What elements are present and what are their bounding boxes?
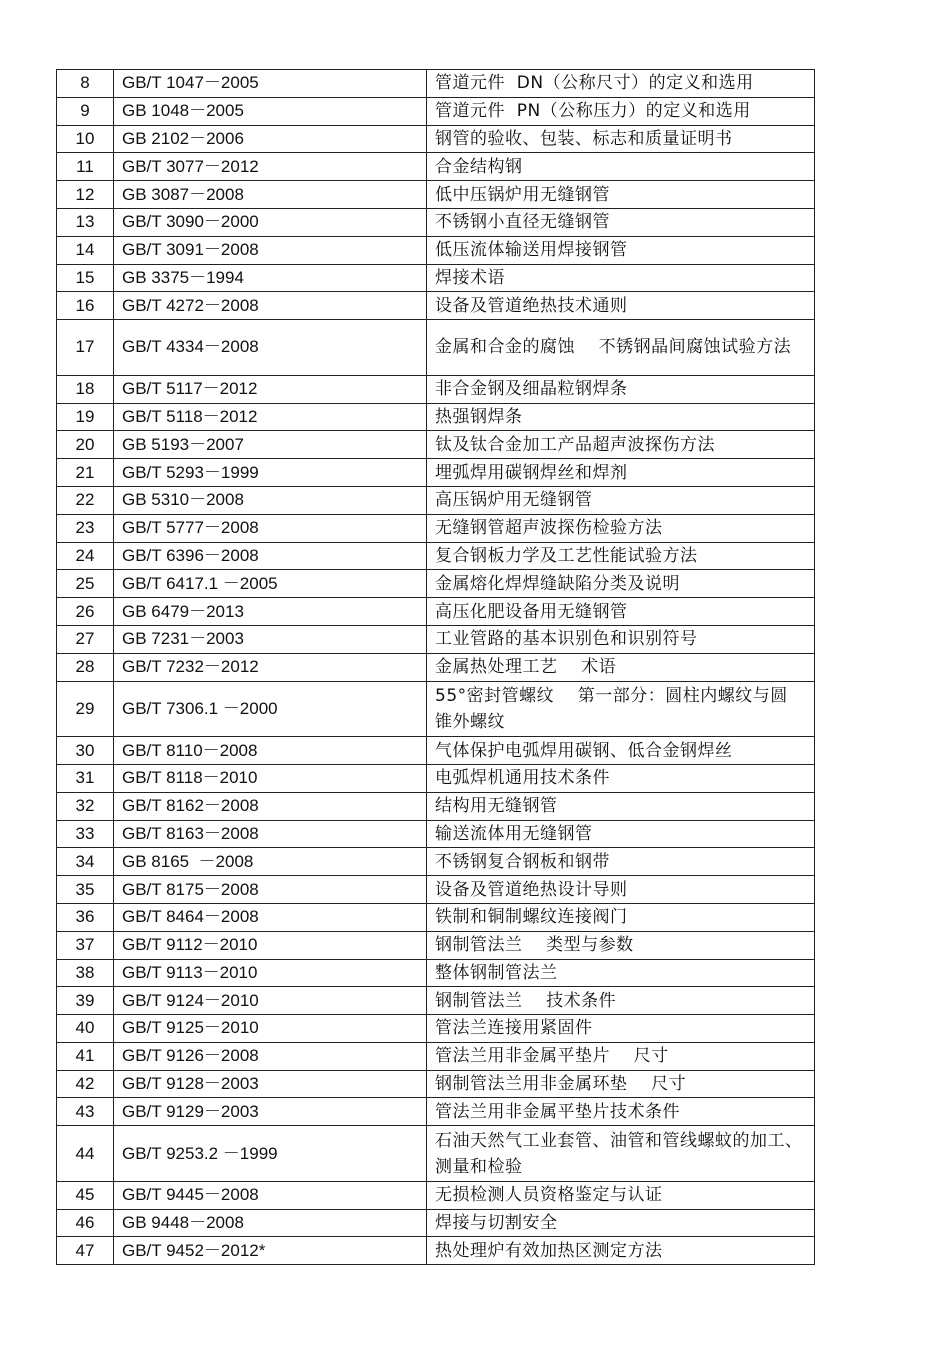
row-number-cell: 36 xyxy=(57,903,114,931)
standard-code-cell: GB/T 3077－2012 xyxy=(114,153,427,181)
row-number-cell: 15 xyxy=(57,264,114,292)
table-row xyxy=(57,486,815,514)
standard-name-cell: 气体保护电弧焊用碳钢、低合金钢焊丝 xyxy=(427,737,815,765)
standard-name-cell: 低压流体输送用焊接钢管 xyxy=(427,236,815,264)
standard-code-cell: GB/T 8175－2008 xyxy=(114,876,427,904)
table-row xyxy=(57,625,815,653)
standard-name-cell: 合金结构钢 xyxy=(427,153,815,181)
row-number-cell: 28 xyxy=(57,653,114,681)
standard-name-cell: 埋弧焊用碳钢焊丝和焊剂 xyxy=(427,459,815,487)
standard-code-cell: GB/T 9126－2008 xyxy=(114,1042,427,1070)
table-row xyxy=(57,792,815,820)
standard-name-cell: 整体钢制管法兰 xyxy=(427,959,815,987)
standard-name-cell: 复合钢板力学及工艺性能试验方法 xyxy=(427,542,815,570)
table-row xyxy=(57,292,815,320)
standard-code-cell: GB 3375－1994 xyxy=(114,264,427,292)
standard-code-cell: GB/T 4334－2008 xyxy=(114,320,427,376)
standard-name-cell: 钛及钛合金加工产品超声波探伤方法 xyxy=(427,431,815,459)
table-row xyxy=(57,1126,815,1182)
standard-code-cell: GB/T 5118－2012 xyxy=(114,403,427,431)
table-row xyxy=(57,737,815,765)
row-number-cell: 16 xyxy=(57,292,114,320)
standard-code-cell: GB/T 9124－2010 xyxy=(114,987,427,1015)
row-number-cell: 12 xyxy=(57,181,114,209)
table-row xyxy=(57,1237,815,1265)
table-row xyxy=(57,264,815,292)
row-number-cell: 32 xyxy=(57,792,114,820)
standard-name-cell: 管法兰用非金属平垫片技术条件 xyxy=(427,1098,815,1126)
row-number-cell: 19 xyxy=(57,403,114,431)
table-row xyxy=(57,153,815,181)
table-row xyxy=(57,403,815,431)
standard-code-cell: GB/T 1047－2005 xyxy=(114,70,427,98)
standard-code-cell: GB/T 9253.2 －1999 xyxy=(114,1126,427,1182)
standard-code-cell: GB 1048－2005 xyxy=(114,97,427,125)
table-row xyxy=(57,125,815,153)
standard-code-cell: GB/T 9445－2008 xyxy=(114,1181,427,1209)
row-number-cell: 41 xyxy=(57,1042,114,1070)
standard-code-cell: GB/T 5293－1999 xyxy=(114,459,427,487)
table-row xyxy=(57,876,815,904)
standard-name-cell: 热处理炉有效加热区测定方法 xyxy=(427,1237,815,1265)
standard-name-cell: 热强钢焊条 xyxy=(427,403,815,431)
standard-name-cell: 焊接与切割安全 xyxy=(427,1209,815,1237)
standard-name-cell: 不锈钢复合钢板和钢带 xyxy=(427,848,815,876)
standard-name-cell: 设备及管道绝热设计导则 xyxy=(427,876,815,904)
row-number-cell: 34 xyxy=(57,848,114,876)
standard-code-cell: GB/T 8464－2008 xyxy=(114,903,427,931)
standard-code-cell: GB/T 8162－2008 xyxy=(114,792,427,820)
standard-code-cell: GB 5193－2007 xyxy=(114,431,427,459)
standard-name-cell: 低中压锅炉用无缝钢管 xyxy=(427,181,815,209)
standard-name-cell: 高压锅炉用无缝钢管 xyxy=(427,486,815,514)
row-number-cell: 9 xyxy=(57,97,114,125)
row-number-cell: 11 xyxy=(57,153,114,181)
table-row xyxy=(57,1098,815,1126)
row-number-cell: 18 xyxy=(57,375,114,403)
standard-code-cell: GB/T 7306.1 －2000 xyxy=(114,681,427,737)
standard-name-cell: 高压化肥设备用无缝钢管 xyxy=(427,598,815,626)
row-number-cell: 21 xyxy=(57,459,114,487)
standard-name-cell: 焊接术语 xyxy=(427,264,815,292)
row-number-cell: 46 xyxy=(57,1209,114,1237)
row-number-cell: 25 xyxy=(57,570,114,598)
row-number-cell: 23 xyxy=(57,514,114,542)
standards-table xyxy=(56,69,815,1265)
row-number-cell: 45 xyxy=(57,1181,114,1209)
row-number-cell: 47 xyxy=(57,1237,114,1265)
standard-name-cell: 钢制管法兰 技术条件 xyxy=(427,987,815,1015)
table-row xyxy=(57,931,815,959)
row-number-cell: 13 xyxy=(57,208,114,236)
row-number-cell: 29 xyxy=(57,681,114,737)
standard-code-cell: GB 6479－2013 xyxy=(114,598,427,626)
standard-code-cell: GB/T 6417.1 －2005 xyxy=(114,570,427,598)
row-number-cell: 30 xyxy=(57,737,114,765)
table-row xyxy=(57,320,815,376)
table-row xyxy=(57,181,815,209)
table-row xyxy=(57,431,815,459)
row-number-cell: 17 xyxy=(57,320,114,376)
standard-name-cell: 石油天然气工业套管、油管和管线螺蚊的加工、测量和检验 xyxy=(427,1126,815,1182)
standard-code-cell: GB/T 5777－2008 xyxy=(114,514,427,542)
table-row xyxy=(57,848,815,876)
table-row xyxy=(57,987,815,1015)
standard-code-cell: GB/T 9113－2010 xyxy=(114,959,427,987)
row-number-cell: 33 xyxy=(57,820,114,848)
standard-name-cell: 管道元件 DN（公称尺寸）的定义和选用 xyxy=(427,70,815,98)
standard-code-cell: GB 2102－2006 xyxy=(114,125,427,153)
standard-code-cell: GB/T 8163－2008 xyxy=(114,820,427,848)
standard-name-cell: 不锈钢小直径无缝钢管 xyxy=(427,208,815,236)
row-number-cell: 43 xyxy=(57,1098,114,1126)
standard-name-cell: 输送流体用无缝钢管 xyxy=(427,820,815,848)
standard-code-cell: GB/T 3091－2008 xyxy=(114,236,427,264)
standards-table-body xyxy=(57,70,815,1265)
table-row xyxy=(57,598,815,626)
standard-name-cell: 金属和合金的腐蚀 不锈钢晶间腐蚀试验方法 xyxy=(427,320,815,376)
standard-code-cell: GB 8165 －2008 xyxy=(114,848,427,876)
standard-code-cell: GB/T 9112－2010 xyxy=(114,931,427,959)
row-number-cell: 22 xyxy=(57,486,114,514)
table-row xyxy=(57,764,815,792)
row-number-cell: 38 xyxy=(57,959,114,987)
standard-code-cell: GB/T 6396－2008 xyxy=(114,542,427,570)
standard-name-cell: 钢制管法兰用非金属环垫 尺寸 xyxy=(427,1070,815,1098)
table-row xyxy=(57,459,815,487)
row-number-cell: 26 xyxy=(57,598,114,626)
table-row xyxy=(57,653,815,681)
standard-name-cell: 钢管的验收、包装、标志和质量证明书 xyxy=(427,125,815,153)
standard-name-cell: 结构用无缝钢管 xyxy=(427,792,815,820)
standard-name-cell: 设备及管道绝热技术通则 xyxy=(427,292,815,320)
table-row xyxy=(57,681,815,737)
row-number-cell: 44 xyxy=(57,1126,114,1182)
standard-name-cell: 钢制管法兰 类型与参数 xyxy=(427,931,815,959)
table-row xyxy=(57,1209,815,1237)
table-row xyxy=(57,375,815,403)
standard-name-cell: 无缝钢管超声波探伤检验方法 xyxy=(427,514,815,542)
row-number-cell: 27 xyxy=(57,625,114,653)
standard-code-cell: GB/T 7232－2012 xyxy=(114,653,427,681)
standard-name-cell: 管道元件 PN（公称压力）的定义和选用 xyxy=(427,97,815,125)
row-number-cell: 37 xyxy=(57,931,114,959)
table-row xyxy=(57,1181,815,1209)
row-number-cell: 8 xyxy=(57,70,114,98)
row-number-cell: 10 xyxy=(57,125,114,153)
table-row xyxy=(57,236,815,264)
standard-name-cell: 非合金钢及细晶粒钢焊条 xyxy=(427,375,815,403)
row-number-cell: 31 xyxy=(57,764,114,792)
row-number-cell: 40 xyxy=(57,1015,114,1043)
standard-name-cell: 管法兰连接用紧固件 xyxy=(427,1015,815,1043)
standard-code-cell: GB/T 8118－2010 xyxy=(114,764,427,792)
row-number-cell: 20 xyxy=(57,431,114,459)
table-row xyxy=(57,959,815,987)
row-number-cell: 24 xyxy=(57,542,114,570)
row-number-cell: 35 xyxy=(57,876,114,904)
row-number-cell: 42 xyxy=(57,1070,114,1098)
table-row xyxy=(57,1070,815,1098)
table-row xyxy=(57,820,815,848)
standard-code-cell: GB/T 9129－2003 xyxy=(114,1098,427,1126)
table-row xyxy=(57,1015,815,1043)
standard-name-cell: 管法兰用非金属平垫片 尺寸 xyxy=(427,1042,815,1070)
table-row xyxy=(57,97,815,125)
standard-code-cell: GB 5310－2008 xyxy=(114,486,427,514)
table-row xyxy=(57,208,815,236)
standard-code-cell: GB/T 4272－2008 xyxy=(114,292,427,320)
standard-name-cell: 无损检测人员资格鉴定与认证 xyxy=(427,1181,815,1209)
table-row xyxy=(57,542,815,570)
standard-code-cell: GB/T 5117－2012 xyxy=(114,375,427,403)
table-row xyxy=(57,1042,815,1070)
standard-name-cell: 铁制和铜制螺纹连接阀门 xyxy=(427,903,815,931)
standard-code-cell: GB/T 3090－2000 xyxy=(114,208,427,236)
table-row xyxy=(57,570,815,598)
standard-name-cell: 金属熔化焊焊缝缺陷分类及说明 xyxy=(427,570,815,598)
standard-code-cell: GB 9448－2008 xyxy=(114,1209,427,1237)
standard-code-cell: GB/T 9452－2012* xyxy=(114,1237,427,1265)
standard-name-cell: 工业管路的基本识别色和识别符号 xyxy=(427,625,815,653)
standard-name-cell: 金属热处理工艺 术语 xyxy=(427,653,815,681)
row-number-cell: 14 xyxy=(57,236,114,264)
standard-code-cell: GB/T 9128－2003 xyxy=(114,1070,427,1098)
standard-code-cell: GB 7231－2003 xyxy=(114,625,427,653)
standard-name-cell: 电弧焊机通用技术条件 xyxy=(427,764,815,792)
table-row xyxy=(57,70,815,98)
standard-code-cell: GB 3087－2008 xyxy=(114,181,427,209)
table-row xyxy=(57,514,815,542)
row-number-cell: 39 xyxy=(57,987,114,1015)
table-row xyxy=(57,903,815,931)
standard-code-cell: GB/T 8110－2008 xyxy=(114,737,427,765)
standard-name-cell: 55°密封管螺纹 第一部分：圆柱内螺纹与圆锥外螺纹 xyxy=(427,681,815,737)
standard-code-cell: GB/T 9125－2010 xyxy=(114,1015,427,1043)
